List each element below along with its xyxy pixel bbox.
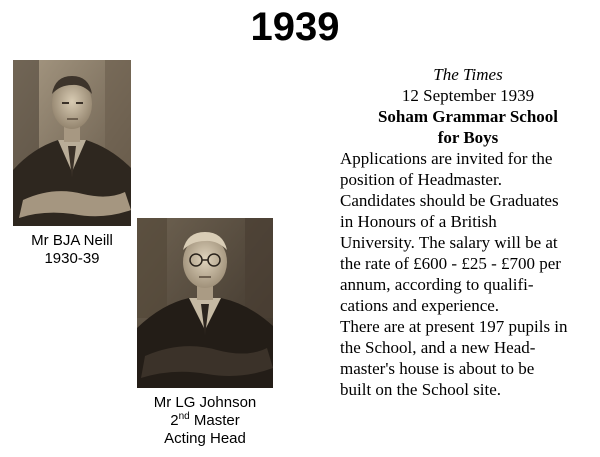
article-date: 12 September 1939 — [401, 86, 535, 105]
caption-johnson-role-rest: Master — [189, 412, 240, 429]
caption-johnson-role-suffix: nd — [178, 411, 190, 422]
article-publication: The Times — [433, 65, 503, 84]
portrait-neill-image — [13, 60, 131, 226]
caption-johnson-acting: Acting Head — [164, 430, 246, 447]
caption-johnson-role-ordinal: 2 — [170, 412, 179, 429]
portrait-johnson-image — [137, 218, 273, 388]
article-body-line: Candidates should be Graduates — [340, 191, 559, 210]
caption-neill-name: Mr BJA Neill — [31, 232, 113, 249]
article-body-line: in Honours of a British — [340, 212, 497, 231]
caption-johnson-role — [137, 412, 273, 430]
caption-neill — [13, 232, 131, 268]
caption-johnson — [137, 394, 273, 448]
portrait-photo-johnson — [137, 218, 273, 388]
article-body-line: the rate of £600 - £25 - £700 per — [340, 254, 561, 273]
article-body-line: cations and experience. — [340, 296, 500, 315]
article-body-line: the School, and a new Head- — [340, 338, 536, 357]
article-body-line: annum, according to qualifi- — [340, 275, 534, 294]
article-body — [340, 148, 596, 400]
article-body-line: Applications are invited for the — [340, 149, 553, 168]
article-body-line: University. The salary will be at — [340, 233, 558, 252]
caption-neill-years: 1930-39 — [44, 250, 100, 267]
article-body-line: master's house is about to be — [340, 359, 535, 378]
article-body-line: built on the School site. — [340, 380, 502, 399]
article-school-line-1: Soham Grammar School — [377, 107, 559, 126]
page-title-year: 1939 — [250, 5, 340, 49]
newspaper-article — [340, 64, 596, 400]
article-body-line: position of Headmaster. — [340, 170, 502, 189]
caption-johnson-name: Mr LG Johnson — [153, 394, 257, 411]
article-school-line-2: for Boys — [437, 128, 499, 147]
article-body-line: There are at present 197 pupils in — [340, 317, 568, 336]
portrait-photo-neill — [13, 60, 131, 226]
